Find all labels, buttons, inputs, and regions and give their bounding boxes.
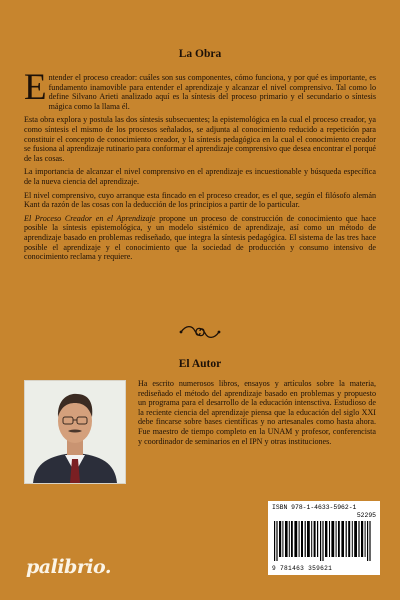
obra-paragraph-3: La importancia de alcanzar el nivel comprensivo en el aprendizaje es incuestionable y búsqueda específica de la nueva ciencia del aprendizaje. <box>24 167 376 186</box>
isbn-digits: 9 781463 359621 <box>272 565 333 572</box>
price-code: 52295 <box>356 512 376 519</box>
drop-cap: E <box>24 67 47 108</box>
obra-paragraph-1-text: ntender el proceso creador: cuáles son sus componentes, cómo funciona, y por qué es importante, es fundamento inamovible para entender el aprendizaje y alcanzar el nivel comprensivo. Tal como lo define Silvano Arieti analizado aquí es la síntesis del proceso primario y el secundario o síntesis mágica como la llama él. <box>48 73 376 111</box>
ornament-divider-icon <box>178 323 222 341</box>
barcode-bars-icon <box>274 521 374 561</box>
autor-bio: Ha escrito numerosos libros, ensayos y artículos sobre la materia, rediseñado el método del aprendizaje basado en problemas y propuesto un programa para el desarrollo de la educación intensctiva. Estudioso de la reciente ciencia del aprendizaje piensa que la educación del siglo XXI debe fincarse sobre bases científicas y no artesanales como hasta ahora. Fue maestro de tiempo completo en la UNAM y profesor, conferencista y coordinador de seminarios en el IPN y otras instituciones. <box>138 379 376 446</box>
book-title-italic: El Proceso Creador en el Aprendizaje <box>24 213 156 223</box>
obra-paragraph-1 <box>24 67 376 111</box>
isbn-barcode <box>268 501 380 575</box>
obra-heading: La Obra <box>178 48 222 60</box>
obra-paragraph-5-text: propone un proceso de construcción de conocimiento que hace posible la síntesis epistemológica, y un modelo sistémico de aprendizaje, así como un método de aprendizaje basado en problemas rediseñado, que integra la síntesis pedagógica. El sistema de las tres hace posible el aprendizaje y el conocimiento que la sociedad de producción y consumo intensivo de conocimiento reclama y requiere. <box>24 213 376 262</box>
obra-paragraph-4: El nivel comprensivo, cuyo arranque esta fincado en el proceso creador, es el que, según el filósofo alemán Kant da razón de las cosas con la deducción de los principios a partir de lo particular. <box>24 190 376 210</box>
obra-text <box>24 67 376 266</box>
publisher-logo: palibrio. <box>26 556 111 578</box>
author-photo <box>24 380 126 484</box>
isbn-label: ISBN 978-1-4633-5962-1 <box>272 504 357 511</box>
autor-heading: El Autor <box>178 358 222 370</box>
obra-paragraph-5 <box>24 214 376 262</box>
obra-paragraph-2: Esta obra explora y postula las dos síntesis subsecuentes; la epistemológica en la cual el proceso creador, ya como síntesis el mismo de los procesos señalados, se adjunta al conocimiento reducido a repetición para constituir el concepto de conocimiento creador, y la síntesis pedagógica en la cual el conocimiento creador se fusiona al aprendizaje rutinario para conformar el aprendizaje comprensivo que desea encontrar el porqué de las cosas. <box>24 115 376 163</box>
